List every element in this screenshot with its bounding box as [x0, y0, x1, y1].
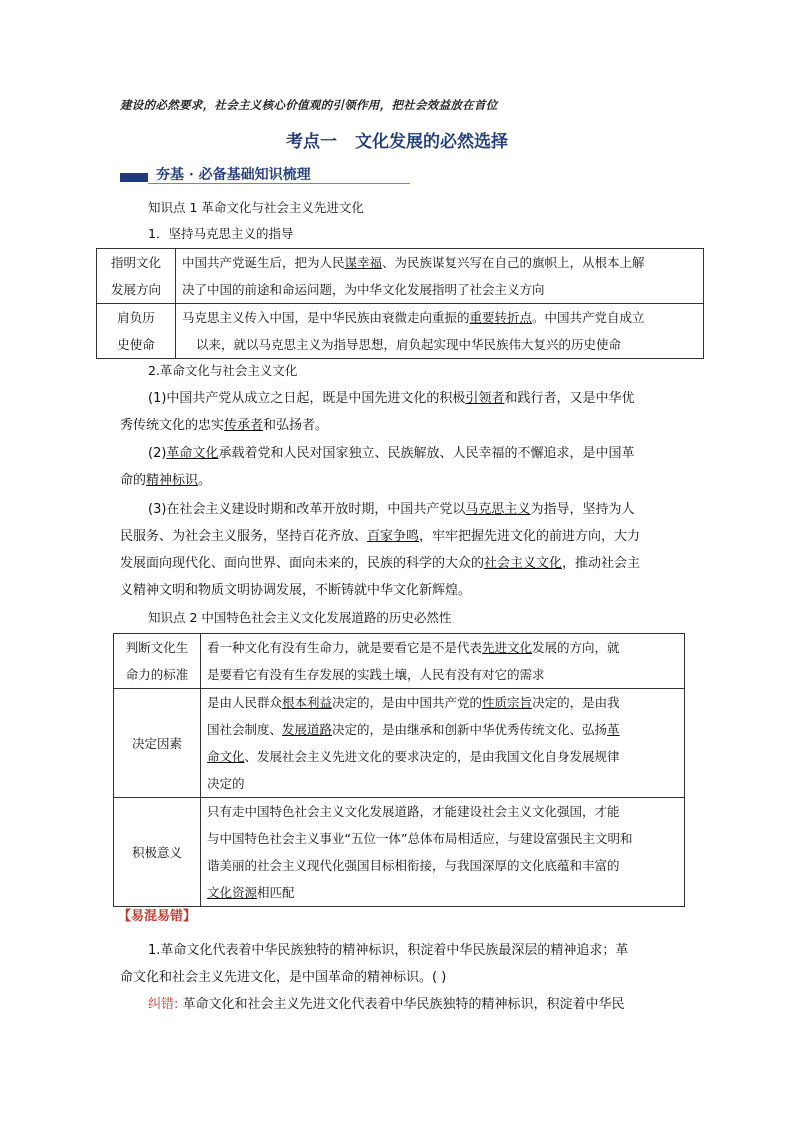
table-cell	[176, 249, 704, 304]
paragraph-1-line-1: (1)中国共产党从成立之日起，既是中国先进文化的积极引领者和践行者，又是中华优	[148, 391, 635, 406]
paragraph-3-line-4: 义精神文明和物质文明协调发展，不断铸就中华文化新辉煌。	[120, 583, 472, 598]
table-row-header	[97, 304, 176, 359]
table-cell: 看一种文化有没有生命力，就是要看它是不是代表先进文化发展的方向，就 是要看它有没有生存发展的实践土壤，人民有没有对它的需求	[201, 634, 685, 689]
table-row-header: 积极意义	[114, 798, 201, 907]
underlined-term: 马克思主义	[465, 502, 531, 517]
table-row-header	[97, 249, 176, 304]
table-row	[114, 634, 685, 689]
paragraph-3-line-3: 发展面向现代化、面向世界、面向未来的，民族的科学的大众的社会主义文化，推动社会主	[120, 556, 641, 571]
underlined-term: 性质宗旨	[482, 695, 533, 710]
cell-text: 中国共产党诞生后，把为人民	[182, 255, 345, 270]
cell-text: 决了中国的前途和命运问题，为中华文化发展指明了社会主义方向	[182, 282, 545, 297]
paragraph-2-line-2: 命的精神标识。	[120, 473, 212, 488]
paragraph-1-line-2: 秀传统文化的忠实传承者和弘扬者。	[120, 418, 329, 433]
underlined-term: 命文化	[207, 749, 245, 764]
underlined-term: 文化资源	[207, 885, 258, 900]
table-cultural-path	[113, 633, 685, 907]
underlined-term: 百家争鸣	[367, 529, 420, 544]
underlined-term: 传承者	[224, 418, 264, 433]
banner-text: 夯基 · 必备基础知识梳理	[156, 167, 311, 183]
table-row	[97, 249, 704, 304]
cell-text: 谐美丽的社会主义现代化强国目标相衔接，与我国深厚的文化底蕴和丰富的	[207, 858, 620, 873]
cell-text: 是要看它有没有生存发展的实践土壤，人民有没有对它的需求	[207, 667, 545, 682]
underlined-term: 重要转折点	[469, 310, 533, 325]
correction-text: 革命文化和社会主义先进文化代表着中华民族独特的精神标识，积淀着中华民	[178, 997, 625, 1012]
paragraph-3-line-2: 民服务、为社会主义服务，坚持百花齐放、百家争鸣，牢牢把握先进文化的前进方向，大力	[120, 529, 641, 544]
section-2-heading: 2.革命文化与社会主义文化	[148, 363, 298, 378]
correction-label: 纠错:	[148, 997, 179, 1012]
paragraph-2-line-1: (2)革命文化承载着党和人民对国家独立、民族解放、人民幸福的不懈追求，是中国革	[148, 446, 635, 461]
table-row	[114, 689, 685, 798]
table-row	[97, 304, 704, 359]
confusion-heading: 【易混易错】	[118, 909, 197, 924]
page-title	[0, 127, 794, 152]
underlined-term: 引领者	[465, 391, 505, 406]
banner-bar-icon	[120, 173, 148, 182]
correction-line	[148, 991, 625, 1018]
table-cell	[176, 304, 704, 359]
table-cell: 是由人民群众根本利益决定的，是由中国共产党的性质宗旨决定的，是由我 国社会制度、发展道路决定的，是由继承和创新中华优秀传统文化、弘扬革 命文化、发展社会主义先进文化的要求决定的，是由我国文化自身发展规律 决定的	[201, 689, 685, 798]
cell-text: 、为民族谋复兴写在自己的旗帜上，从根本上解	[382, 255, 645, 270]
cell-text: 马克思主义传入中国，是中华民族由衰微走向重振的	[182, 310, 470, 325]
cell-text: 与中国特色社会主义事业“五位一体”总体布局相适应，与建设富强民主文明和	[207, 831, 633, 846]
title-part-2: 文化发展的必然选择	[355, 132, 508, 152]
paragraph-3-line-1: (3)在社会主义建设时期和改革开放时期，中国共产党以马克思主义为指导，坚持为人	[148, 502, 635, 517]
confusion-item-1-line-2: 命文化和社会主义先进文化，是中国革命的精神标识。( )	[120, 970, 447, 985]
cell-text: 以来，就以马克思主义为指导思想，肩负起实现中华民族伟大复兴的历史使命	[196, 337, 622, 352]
table-row-header	[114, 634, 201, 689]
table-row	[114, 798, 685, 907]
confusion-item-1-line-1: 1.革命文化代表着中华民族独特的精神标识，积淀着中华民族最深层的精神追求；革	[148, 943, 629, 958]
cell-text: 。中国共产党自成立	[532, 310, 645, 325]
underlined-term: 社会主义文化	[484, 556, 563, 571]
row-header-line: 肩负历	[117, 310, 155, 325]
knowledge-point-2-heading: 知识点 2 中国特色社会主义文化发展道路的历史必然性	[148, 610, 452, 625]
section-1-heading: 1．坚持马克思主义的指导	[148, 226, 294, 241]
underlined-term: 根本利益	[282, 695, 333, 710]
underlined-term: 先进文化	[482, 640, 533, 655]
cell-text: 只有走中国特色社会主义文化发展道路，才能建设社会主义文化强国，才能	[207, 804, 620, 819]
row-header-line: 史使命	[117, 337, 155, 352]
section-banner	[120, 164, 410, 186]
underlined-term: 发展道路	[282, 722, 333, 737]
underlined-term: 革	[607, 722, 620, 737]
row-header-line: 判断文化生	[125, 640, 189, 655]
underlined-term: 谋幸福	[344, 255, 383, 270]
title-part-1: 考点一	[286, 132, 337, 152]
row-header-line: 命力的标准	[125, 667, 189, 682]
header-continuation-line: 建设的必然要求，社会主义核心价值观的引领作用，把社会效益放在首位	[120, 98, 498, 112]
table-row-header: 决定因素	[114, 689, 201, 798]
cell-text: 决定的	[207, 776, 245, 791]
knowledge-point-1-heading: 知识点 1 革命文化与社会主义先进文化	[148, 200, 364, 215]
table-marxism-guidance	[96, 248, 704, 359]
row-header-line: 发展方向	[110, 282, 161, 297]
table-cell: 只有走中国特色社会主义文化发展道路，才能建设社会主义文化强国，才能 与中国特色社会主义事业“五位一体”总体布局相适应，与建设富强民主文明和 谐美丽的社会主义现代化强国目标相衔接，与我国深厚的文化底蕴和丰富的 文化资源相匹配	[201, 798, 685, 907]
underlined-term: 革命文化	[166, 446, 219, 461]
row-header-line: 指明文化	[110, 255, 161, 270]
banner-underline	[148, 183, 410, 184]
underlined-term: 精神标识	[146, 473, 199, 488]
